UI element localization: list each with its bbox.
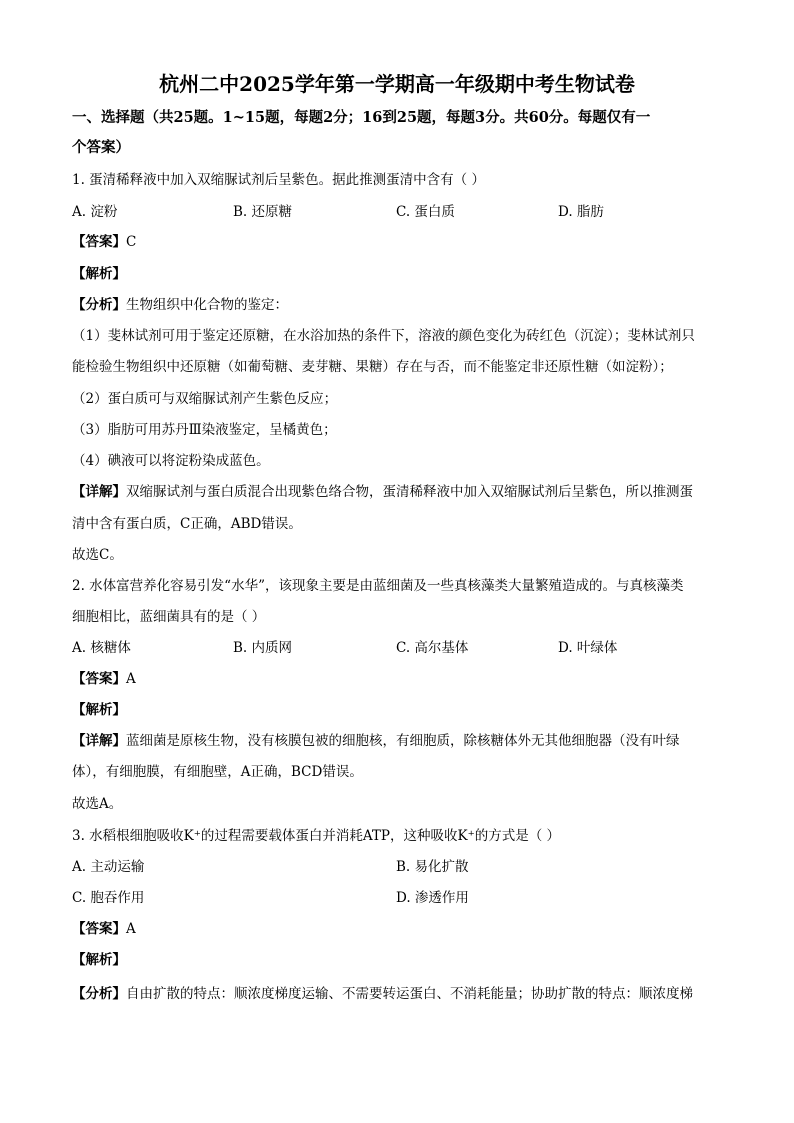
question-3-option-c: C. 胞吞作用 bbox=[72, 890, 145, 906]
question-2-detail-line2: 体），有细胞膜，有细胞壁，A正确，BCD错误。 bbox=[72, 764, 363, 780]
question-1-point-3: （3）脂肪可用苏丹Ⅲ染液鉴定，呈橘黄色； bbox=[72, 422, 337, 438]
section-heading-line1: 一、选择题（共25题。1~15题，每题2分；16到25题，每题3分。共60分。每题仅有一 bbox=[72, 109, 651, 126]
question-2-analysis-tag: 【解析】 bbox=[72, 702, 126, 718]
fenxi-text: 生物组织中化合物的鉴定： bbox=[126, 297, 288, 313]
question-3-answer bbox=[72, 919, 734, 939]
question-1-point-1a: （1）斐林试剂可用于鉴定还原糖，在水浴加热的条件下，溶液的颜色变化为砖红色（沉淀）；斐林试剂只 bbox=[72, 328, 695, 344]
question-2-option-c: C. 高尔基体 bbox=[396, 640, 469, 656]
question-2-option-b: B. 内质网 bbox=[233, 640, 293, 656]
question-1-detail-line1 bbox=[72, 482, 734, 502]
fenxi-text: 自由扩散的特点：顺浓度梯度运输、不需要转运蛋白、不消耗能量；协助扩散的特点：顺浓度梯 bbox=[126, 986, 693, 1002]
question-1-point-1b: 能检验生物组织中还原糖（如葡萄糖、麦芽糖、果糖）存在与否，而不能鉴定非还原性糖（如淀粉）； bbox=[72, 359, 673, 375]
question-1-option-d: D. 脂肪 bbox=[558, 204, 604, 220]
answer-tag: 【答案】 bbox=[72, 234, 126, 250]
answer-tag: 【答案】 bbox=[72, 671, 126, 687]
question-1-fenxi bbox=[72, 295, 734, 315]
exam-title: 杭州二中2025学年第一学期高一年级期中考生物试卷 bbox=[159, 72, 635, 96]
question-2-stem-line2: 细胞相比，蓝细菌具有的是（ ） bbox=[72, 609, 266, 625]
question-1-option-c: C. 蛋白质 bbox=[396, 204, 455, 220]
question-2-detail-line1 bbox=[72, 731, 734, 751]
question-1-detail-line2: 清中含有蛋白质，C正确，ABD错误。 bbox=[72, 516, 302, 532]
fenxi-tag: 【分析】 bbox=[72, 986, 126, 1002]
question-1-point-4: （4）碘液可以将淀粉染成蓝色。 bbox=[72, 453, 270, 469]
answer-value: A bbox=[126, 671, 136, 687]
question-1-analysis-tag: 【解析】 bbox=[72, 266, 126, 282]
question-2-conclusion: 故选A。 bbox=[72, 796, 123, 812]
detail-tag: 【详解】 bbox=[72, 733, 126, 749]
answer-value: C bbox=[126, 234, 137, 250]
detail-tag: 【详解】 bbox=[72, 484, 126, 500]
question-1-point-2: （2）蛋白质可与双缩脲试剂产生紫色反应； bbox=[72, 391, 338, 407]
question-1-option-a: A. 淀粉 bbox=[72, 204, 118, 220]
answer-value: A bbox=[126, 921, 136, 937]
question-2-option-d: D. 叶绿体 bbox=[558, 640, 618, 656]
question-2-answer bbox=[72, 669, 734, 689]
question-1-option-b: B. 还原糖 bbox=[233, 204, 293, 220]
fenxi-tag: 【分析】 bbox=[72, 297, 126, 313]
question-1-answer bbox=[72, 232, 734, 252]
question-2-stem-line1: 2. 水体富营养化容易引发“水华”，该现象主要是由蓝细菌及一些真核藻类大量繁殖造成的。与真核藻类 bbox=[72, 578, 684, 594]
question-2-option-a: A. 核糖体 bbox=[72, 640, 131, 656]
detail-text: 双缩脲试剂与蛋白质混合出现紫色络合物，蛋清稀释液中加入双缩脲试剂后呈紫色，所以推测蛋 bbox=[126, 484, 693, 500]
question-1-stem: 1. 蛋清稀释液中加入双缩脲试剂后呈紫色。据此推测蛋清中含有（ ） bbox=[72, 172, 485, 188]
detail-text: 蓝细菌是原核生物，没有核膜包被的细胞核，有细胞质，除核糖体外无其他细胞器（没有叶绿 bbox=[126, 733, 680, 749]
question-3-option-d: D. 渗透作用 bbox=[396, 890, 469, 906]
question-3-stem: 3. 水稻根细胞吸收K⁺的过程需要载体蛋白并消耗ATP，这种吸收K⁺的方式是（ ） bbox=[72, 828, 560, 844]
question-3-option-a: A. 主动运输 bbox=[72, 859, 145, 875]
answer-tag: 【答案】 bbox=[72, 921, 126, 937]
question-3-option-b: B. 易化扩散 bbox=[396, 859, 469, 875]
question-3-analysis-tag: 【解析】 bbox=[72, 952, 126, 968]
question-3-fenxi bbox=[72, 984, 734, 1004]
section-heading-line2: 个答案） bbox=[72, 139, 130, 156]
question-1-conclusion: 故选C。 bbox=[72, 547, 123, 563]
